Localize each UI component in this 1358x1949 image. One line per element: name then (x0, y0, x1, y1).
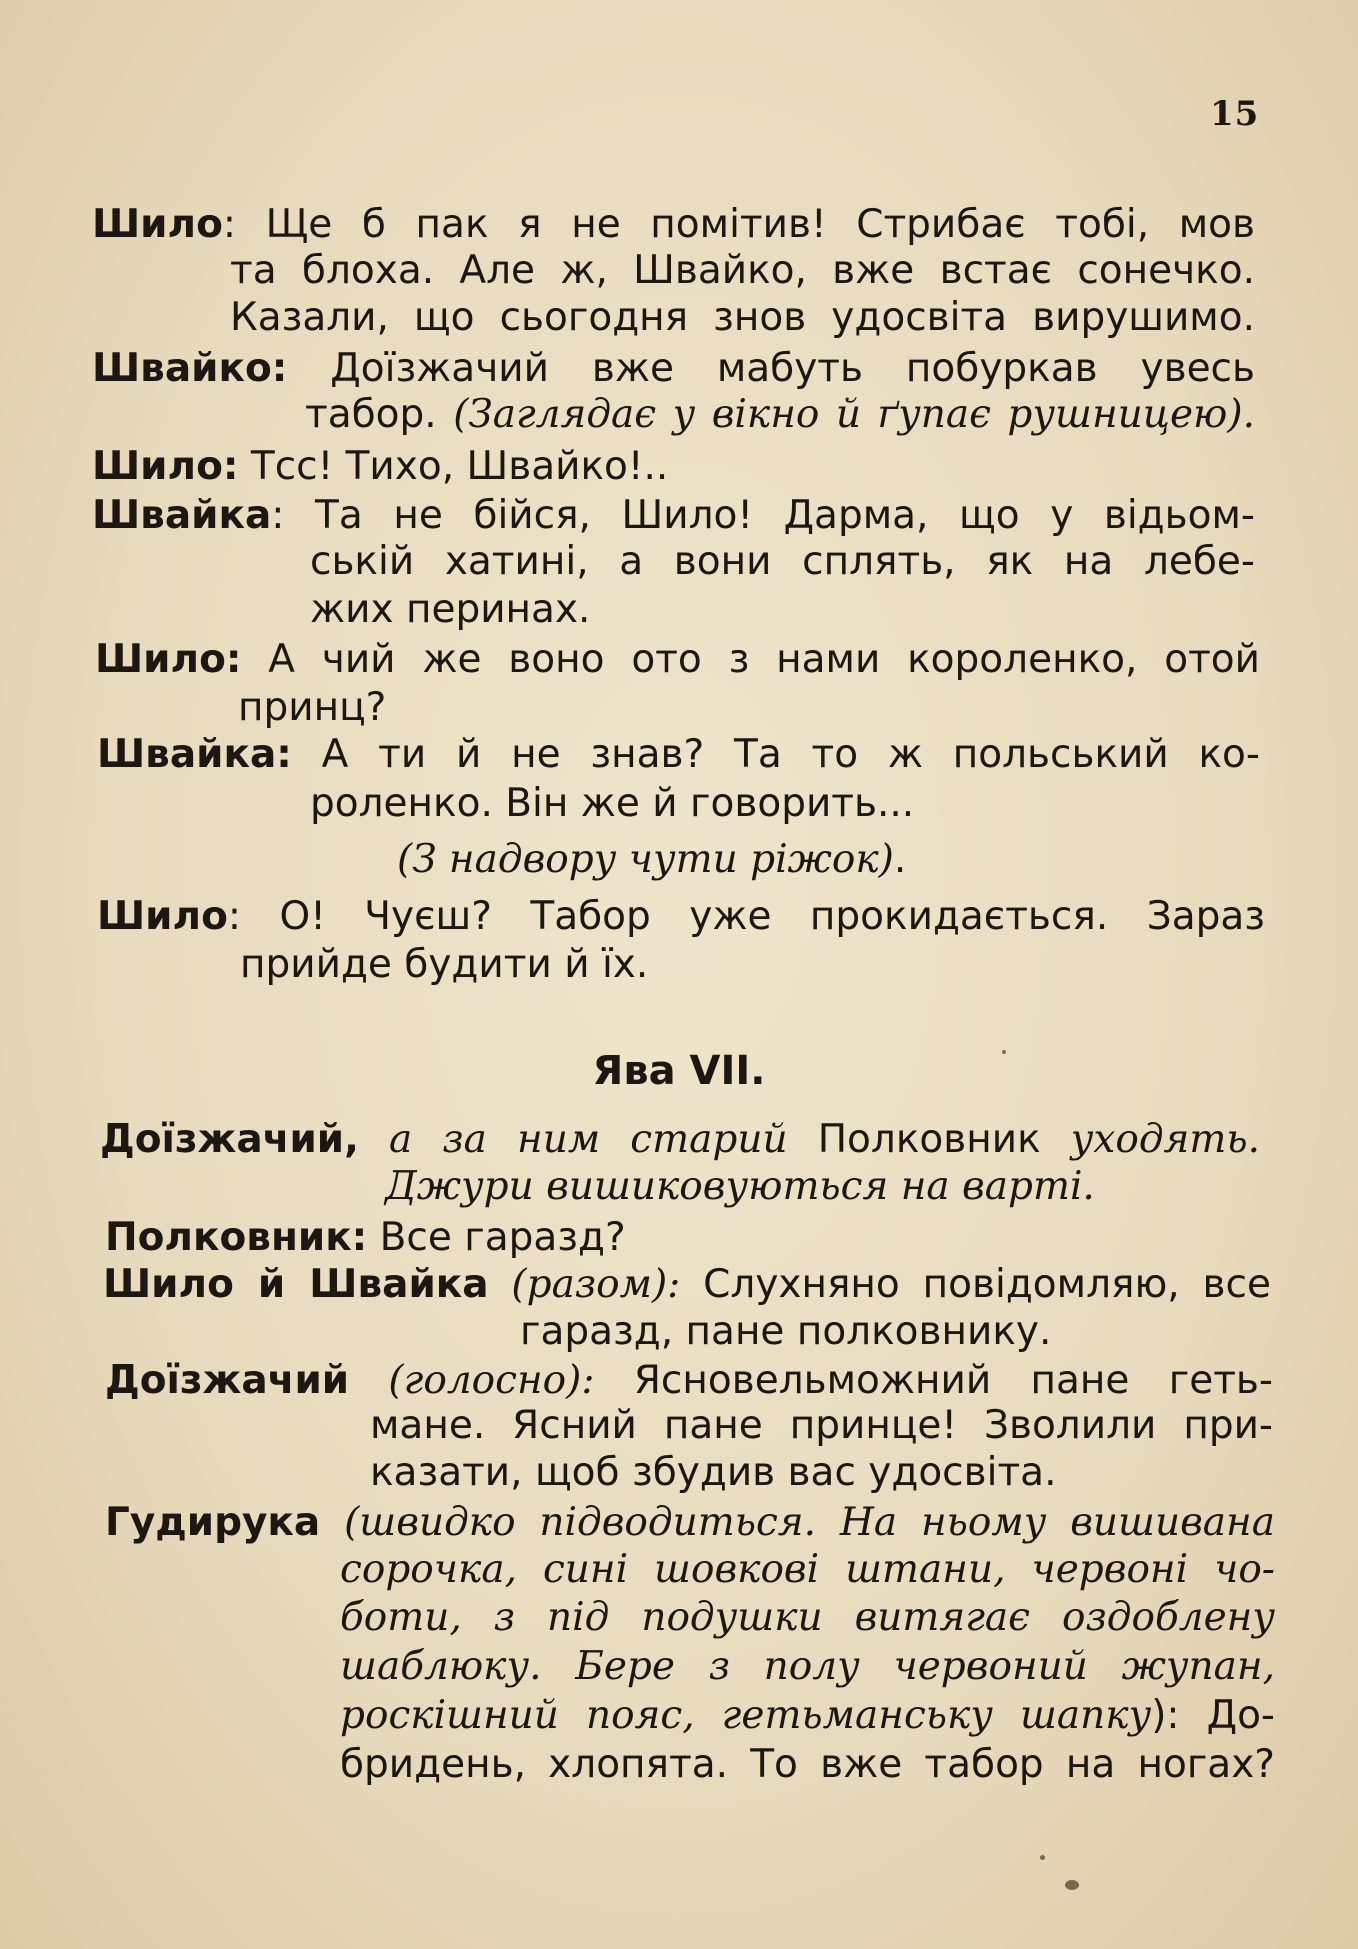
scene-heading: Ява VII. (592, 1048, 766, 1094)
paper-speck (1040, 1855, 1045, 1860)
dialogue-line: Полковник: Все гаразд? (105, 1215, 626, 1260)
dialogue-line: Казали, що сьогодня знов удосвіта вирушимо. (230, 295, 1255, 340)
dialogue-line: Шило й Швайка (разом): Слухняно повідомляю, все (103, 1262, 1271, 1307)
dialogue-line: принц? (238, 685, 387, 730)
dialogue-line: ській хатині, а вони сплять, як на лебе- (310, 539, 1255, 584)
dialogue-line: Шило: О! Чуєш? Табор уже прокидається. Зараз (97, 894, 1265, 939)
dialogue-line: Шило: А чий же воно ото з нами короленко, отой (95, 637, 1260, 682)
stage-direction: Гудирука (швидко підводиться. На ньому вишивана (105, 1500, 1275, 1545)
stage-direction: роскішний пояс, гетьманську шапку): До- (340, 1693, 1276, 1738)
dialogue-line: Швайко: Доїзжачий вже мабуть побуркав увесь (92, 346, 1255, 391)
dialogue-line: роленко. Він же й говорить... (310, 781, 915, 826)
dialogue-line: табор. (Заглядає у вікно й ґупає рушницею). (305, 392, 1255, 437)
dialogue-line: Швайка: А ти й не знав? Та то ж польський ко- (97, 732, 1260, 777)
dialogue-line: Швайка: Та не бійся, Шило! Дарма, що у відьом- (92, 493, 1255, 538)
page-number: 15 (1210, 94, 1260, 134)
stage-direction: боти, з під подушки витягає оздоблену (340, 1595, 1275, 1640)
dialogue-line: бридень, хлопята. То вже табор на ногах? (340, 1742, 1275, 1787)
stage-direction: Джури вишиковуються на варті. (385, 1164, 1095, 1209)
dialogue-line: гаразд, пане полковнику. (520, 1309, 1052, 1354)
paper-speck (1065, 1880, 1079, 1890)
stage-direction: Доїзжачий, а за ним старий Полковник уходять. (100, 1117, 1260, 1162)
dialogue-line: прийде будити й їх. (240, 942, 649, 987)
dialogue-line: казати, щоб збудив вас удосвіта. (370, 1450, 1057, 1495)
dialogue-line: мане. Ясний пане принце! Зволили при- (370, 1403, 1273, 1448)
dialogue-line: Шило: Тсс! Тихо, Швайко!.. (92, 444, 669, 489)
dialogue-line: Доїзжачий (голосно): Ясновельможний пане геть- (105, 1358, 1273, 1403)
dialogue-line: Шило: Ще б пак я не помітив! Стрибає тобі, мов (92, 202, 1255, 247)
dialogue-line: та блоха. Але ж, Швайко, вже встає сонечко. (230, 248, 1255, 293)
stage-direction: сорочка, сині шовкові штани, червоні чо- (340, 1547, 1275, 1592)
dialogue-line: жих перинах. (310, 587, 591, 632)
stage-direction: (З надвору чути ріжок). (397, 837, 907, 882)
stage-direction: шаблюку. Бере з полу червоний жупан, (340, 1644, 1275, 1689)
paper-speck (1002, 1050, 1006, 1054)
